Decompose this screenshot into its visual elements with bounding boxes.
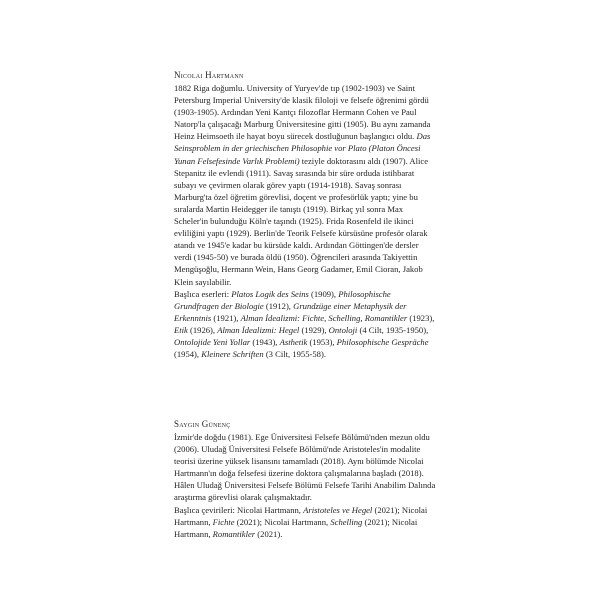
translator-biography-paragraph: İzmir'de doğdu (1981). Ege Üniversitesi Felsefe Bölümü'nden mezun oldu (2006). Uludağ Üniversitesi Felsefe Bölümü'nde Aristoteles'in modalite teorisi üzerine yüksek lisansını tamamladı (2018). Aynı bölümde Nicolai Hartmann'ın doğa felsefesi üzerine doktora çalışmalarına başladı (2018). Hâlen Uludağ Üniversitesi Felsefe Bölümü Felsefe Tarihi Anabilim Dalında araştırma görevlisi olarak çalışmaktadır. xyxy=(174,432,436,503)
translator-works-paragraph: Başlıca çevirileri: Nicolai Hartmann, Aristoteles ve Hegel (2021); Nicolai Hartmann, Fichte (2021); Nicolai Hartmann, Schelling (2021); Nicolai Hartmann, Romantikler (2021). xyxy=(174,504,428,539)
author-biography-paragraph: 1882 Riga doğumlu. University of Yuryev'de tıp (1902-1903) ve Saint Petersburg Imperial University'de klasik filoloji ve felsefe öğrenimi gördü (1903-1905). Ardından Yeni Kantçı filozoflar Hermann Cohen ve Paul Natorp'la çalışacağı Marburg Üniversitesine gitti (1905). Bu aynı zamanda Heinz Heimsoeth ile hayat boyu sürecek dostluğunun başlangıcı oldu. Das Seinsproblem in der griechischen Philosophie vor Plato (Platon Öncesi Yunan Felsefesinde Varlık Problemi) teziyle doktorasını aldı (1907). Alice Stepanitz ile evlendi (1911). Savaş sırasında bir süre orduda istihbarat subayı ve çevirmen olarak görev yaptı (1914-1918). Savaş sonrası Marburg'ta özel öğretim görevlisi, doçent ve profesörlük yaptı; yine bu sıralarda Martin Heidegger ile tanıştı (1919). Birkaç yıl sonra Max Scheler'in bulunduğu Köln'e taşındı (1925). Frida Rosenfeld ile ikinci evliliğini yaptı (1929). Berlin'de Teorik Felsefe kürsüsüne profesör olarak atandı ve 1945'e kadar bu kürsüde kaldı. Ardından Göttingen'de dersler verdi (1945-50) ve burada öldü (1950). Öğrencileri arasında Takiyettin Mengüşoğlu, Hermann Wein, Hans Georg Gadamer, Emil Cioran, Jakob Klein sayılabilir. xyxy=(174,83,431,287)
translator-bio xyxy=(174,418,436,540)
author-name: Nicolai Hartmann xyxy=(174,70,244,80)
author-works-paragraph: Başlıca eserleri: Platos Logik des Seins (1909), Philosophische Grundfragen der Biologie (1912), Grundzüge einer Metaphysik der Erkenntnis (1921), Alman İdealizmi: Fichte, Schelling, Romantikler (1923), Etik (1926), Alman İdealizmi: Hegel (1929), Ontoloji (4 Cilt, 1935-1950), Ontolojide Yeni Yollar (1943), Asthetik (1953), Philosophische Gespräche (1954), Kleinere Schriften (3 Cilt, 1955-58). xyxy=(174,288,435,360)
translator-name: Saygın Günenç xyxy=(174,419,231,429)
author-bio xyxy=(174,69,436,360)
